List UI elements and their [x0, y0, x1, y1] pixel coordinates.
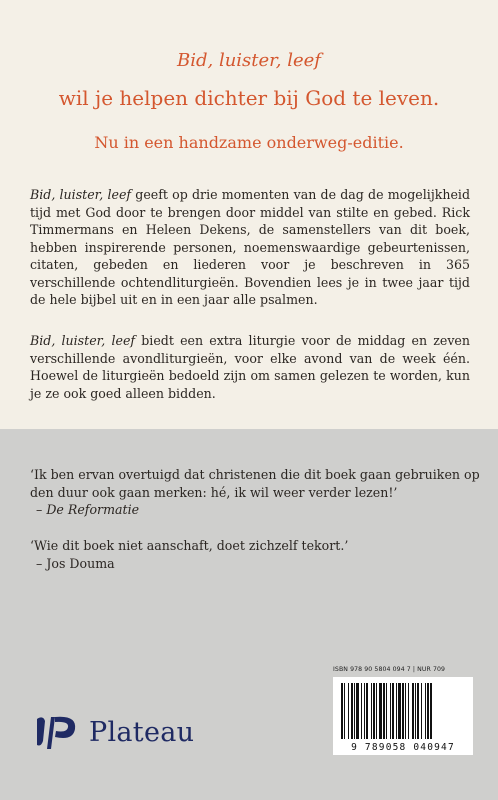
- barcode-bar: [344, 683, 345, 739]
- barcode: [333, 677, 473, 755]
- barcode-bar: [392, 683, 394, 739]
- tagline: wil je helpen dichter bij God te leven.: [58, 86, 440, 110]
- barcode-bar: [364, 683, 365, 739]
- barcode-bar: [417, 683, 419, 739]
- barcode-bar: [361, 683, 362, 739]
- barcode-bar: [341, 683, 343, 739]
- barcode-bar: [348, 683, 349, 739]
- publisher-name: Plateau: [89, 716, 195, 748]
- review-quote-1: [30, 466, 480, 519]
- quote-source: De Reformatie: [46, 502, 140, 517]
- quote-text: ‘Ik ben ervan overtuigd dat christenen die dit boek gaan gebruiken op den duur ook gaan merken: hé, ik wil weer verder lezen!’: [30, 467, 480, 500]
- barcode-bar: [376, 683, 377, 739]
- quote-source: Jos Douma: [46, 555, 115, 571]
- barcode-bar: [354, 683, 355, 739]
- barcode-bar: [371, 683, 372, 739]
- quote-text: ‘Wie dit boek niet aanschaft, doet zichzelf tekort.’: [30, 538, 349, 553]
- barcode-bars: [339, 683, 467, 739]
- barcode-bar: [402, 683, 404, 739]
- barcode-bar: [415, 683, 416, 739]
- barcode-bar: [379, 683, 382, 739]
- barcode-bar: [398, 683, 401, 739]
- barcode-bar: [356, 683, 359, 739]
- barcode-bar: [421, 683, 422, 739]
- barcode-bar: [390, 683, 391, 739]
- inline-title: Bid, luister, leef: [30, 187, 132, 202]
- barcode-bar: [430, 683, 432, 739]
- edition-note: Nu in een handzame onderweg-editie.: [94, 133, 404, 152]
- description-paragraph-2: [30, 332, 470, 402]
- plateau-logo-icon: [33, 713, 83, 751]
- barcode-bar: [366, 683, 368, 739]
- barcode-bar: [396, 683, 397, 739]
- isbn-text: ISBN 978 90 5804 094 7 | NUR 709: [333, 666, 446, 673]
- book-title: Bid, luister, leef: [177, 50, 321, 71]
- paragraph-text: biedt een extra liturgie voor de middag en zeven verschillende avondliturgieën, voor elke avond van de week één. Hoewel de liturgieën bedoeld zijn om samen gelezen te worden, kun je ze ook goed alleen bidden.: [30, 333, 470, 401]
- barcode-bar: [408, 683, 409, 739]
- quote-attribution: – Jos Douma: [36, 555, 115, 571]
- quote-attribution: – De Reformatie: [36, 502, 140, 517]
- barcode-block: [333, 666, 473, 755]
- barcode-bar: [386, 683, 387, 739]
- barcode-bar: [383, 683, 385, 739]
- barcode-bar: [412, 683, 414, 739]
- barcode-bar: [405, 683, 406, 739]
- barcode-bar: [351, 683, 353, 739]
- inline-title: Bid, luister, leef: [30, 333, 136, 348]
- barcode-digits: 9 789058 040947: [351, 742, 455, 753]
- barcode-bar: [427, 683, 429, 739]
- publisher-logo: [33, 712, 194, 752]
- barcode-bar: [373, 683, 375, 739]
- review-quote-2: [30, 537, 480, 572]
- paragraph-text: geeft op drie momenten van de dag de mogelijkheid tijd met God door te brengen door middel van stilte en gebed. Rick Timmermans en Heleen Dekens, de samenstellers van dit boek, hebben inspirerende personen, noemenswaardige gebeurtenissen, citaten, gebeden en liederen voor je beschreven in 365 verschillende ochtendliturgieën. Bovendien lees je in twee jaar tijd de hele bijbel uit en in een jaar alle psalmen.: [30, 187, 471, 307]
- description-paragraph-1: [30, 186, 470, 309]
- barcode-bar: [425, 683, 426, 739]
